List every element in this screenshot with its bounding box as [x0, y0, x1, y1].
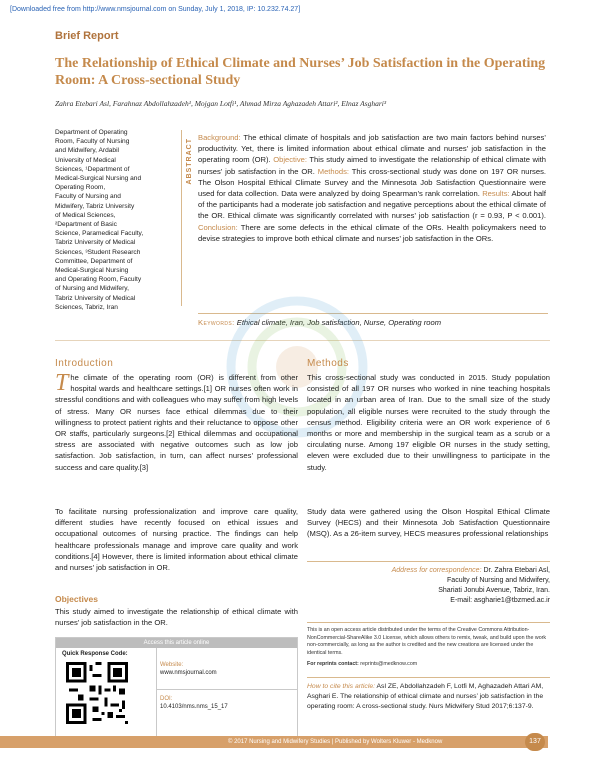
keywords-values: Ethical climate, Iran, Job satisfaction, Nurse, Operating room	[236, 318, 442, 327]
results-label: Results:	[482, 189, 510, 199]
correspondence-name: Dr. Zahra Etebari Asl,	[483, 567, 550, 574]
background-label: Background:	[198, 133, 241, 142]
footer-bar	[0, 736, 548, 748]
citation-text: Asl ZE, Abdollahzadeh F, Lotfi M, Aghazadeh Attari AM, Asghari E. The relationship of ethical climate and nurses’ job satisfaction in the operating room: A cross-sectional study. Nurs Midwifery Stud 2017;6:137-9.	[307, 683, 544, 710]
methods-para-2: Study data were gathered using the Olson Hospital Ethical Climate Survey (HECS) and their Minnesota Job Satisfaction Questionnaire (MSQ). As a 26-item survey, HECS measures professional relationships	[307, 507, 550, 539]
citation	[307, 677, 550, 712]
correspondence-label: Address for correspondence:	[391, 567, 482, 574]
article-type: Brief Report	[55, 30, 119, 42]
footer-text: © 2017 Nursing and Midwifery Studies | Published by Wolters Kluwer - Medknow	[228, 739, 443, 745]
correspondence-line-1: Faculty of Nursing and Midwifery,	[447, 577, 550, 584]
objective-text: This study aimed to investigate the relationship of ethical climate with nurses’ job satisfaction in the OR.	[198, 155, 546, 176]
methods-para-1: This cross-sectional study was conducted in 2015. Study population consisted of all 197 OR nurses who worked in nine teaching hospitals located in an urban area of Iran. Due to the small size of the study population, all eligible nurses were recruited to the study through the census method. Eligibility criteria were an OR work experience of 6 months or more and membership in the surgical team as a scrub or a circulating nurse. Among 197 eligible OR nurses in the study setting, eleven were excluded due to their unwillingness to participate in the study.	[307, 373, 550, 472]
abstract-text	[198, 132, 546, 244]
objective-label: Objective:	[273, 155, 307, 165]
conclusion-text: There are some defects in the ethical climate of the ORs. Health policymakers need to devise strategies to improve both ethical climate and nurses’ job satisfaction in the ORs.	[198, 222, 546, 243]
introduction-para-2: To facilitate nursing professionalization and improve care quality, different studies have recently focused on ethical issues and occupational outcomes of nursing practice. The findings can help healthcare professionals manage and improve care quality and work conditions.[4] However, there is limited information about ethical climate and nurses’ job satisfaction in OR.	[55, 507, 298, 573]
affiliations: Department of Operating Room, Faculty of Nursing and Midwifery, Ardabil University of Medical Sciences, ¹Department of Medical-Surgical Nursing and Operating Room, Faculty of Nursing and Midwifery, Tabriz University of Medical Sciences, ²Department of Basic Science, Paramedical Faculty, Tabriz University of Medical Sciences, ³Student Research Committee, Department of Medical-Surgical Nursing and Operating Room, Faculty of Nursing and Midwifery, Tabriz University of Medical Sciences, Tabriz, Iran	[55, 129, 144, 311]
author-list: Zahra Etebari Asl, Farahnaz Abdollahzadeh¹, Mojgan Lotfi¹, Ahmad Mirza Aghazadeh Attari², Elnaz Asghari³	[55, 99, 387, 108]
background-text: The ethical climate of hospitals and job satisfaction are two main factors behind nurses’ productivity. Yet, there is limited information about ethical climate and nurses’ job satisfaction in the operating room (OR).	[198, 133, 546, 165]
drop-cap: T	[55, 370, 69, 396]
access-header: Access this article online	[56, 638, 297, 648]
citation-label: How to cite this article:	[307, 683, 375, 690]
website-link[interactable]: www.nmsjournal.com	[160, 670, 217, 676]
introduction-heading: Introduction	[55, 358, 114, 369]
download-note: [Downloaded free from http://www.nmsjournal.com on Sunday, July 1, 2018, IP: 10.232.74.27]	[10, 6, 301, 13]
methods-text: This cross-sectional study was done on 197 OR nurses. The Olson Hospital Ethical Climate Survey and the Minnesota Job Satisfaction Questionnaire were used for data collection. Data were analyzed by doing Spearman’s rank correlation.	[198, 166, 546, 199]
results-text: About half of the participants had a moderate job satisfaction and negative perceptions about the ethical climate of the OR. Ethical climate was significantly correlated with nurses’ job satisfaction (r = 0.93, P < 0.001).	[198, 189, 546, 221]
website-label: Website:	[160, 662, 184, 668]
access-online-box	[55, 637, 298, 737]
abstract-tag: ABSTRACT	[186, 138, 193, 185]
qr-code-icon[interactable]	[66, 662, 128, 724]
correspondence	[307, 561, 550, 606]
license-text: This is an open access article distributed under the terms of the Creative Commons Attribution-NonCommercial-ShareAlike 3.0 License, which allows others to remix, tweak, and build upon the work non-commercially, as long as the author is credited and the new creations are licensed under the identical terms.	[307, 622, 550, 657]
objectives-text: This study aimed to investigate the relationship of ethical climate with nurses’ job satisfaction in the OR.	[55, 607, 298, 628]
doi-link[interactable]: 10.4103/nms.nms_15_17	[160, 704, 228, 710]
correspondence-email[interactable]: E-mail: asgharie1@tbzmed.ac.ir	[450, 597, 550, 604]
doi-label: DOI:	[160, 696, 173, 702]
methods-label: Methods:	[317, 166, 349, 176]
access-hdivider	[156, 689, 297, 690]
reprints-label: For reprints contact:	[307, 661, 359, 667]
access-divider	[156, 648, 157, 736]
introduction-para-1	[55, 372, 298, 473]
reprints	[307, 661, 417, 667]
article-title: The Relationship of Ethical Climate and Nurses’ Job Satisfaction in the Operating Room: A Cross-sectional Study	[55, 56, 546, 88]
keywords-label: Keywords:	[198, 318, 235, 327]
qr-label: Quick Response Code:	[62, 651, 128, 657]
page-number: 137	[525, 733, 545, 751]
introduction-text-1: he climate of the operating room (OR) is different from other hospital wards and healthcare settings.[1] OR nurses often work in stressful conditions and with colleagues who may suffer from high levels of stress. Many OR nurses face ethical dilemmas due to their willingness to protect patient rights and their reluctance to oppose other OR staffs, particularly surgeons.[2] Ethical dilemmas and occupational stress are associated with negative outcomes such as low job satisfaction. Job satisfaction, in turn, can affect nurses’ professional success and care quality.[3]	[55, 373, 298, 472]
methods-heading: Methods	[307, 358, 349, 369]
objectives-heading: Objectives	[55, 594, 98, 604]
reprints-email[interactable]: reprints@medknow.com	[360, 661, 418, 667]
correspondence-line-2: Shariati Jonubi Avenue, Tabriz, Iran.	[438, 587, 550, 594]
conclusion-label: Conclusion:	[198, 222, 238, 232]
